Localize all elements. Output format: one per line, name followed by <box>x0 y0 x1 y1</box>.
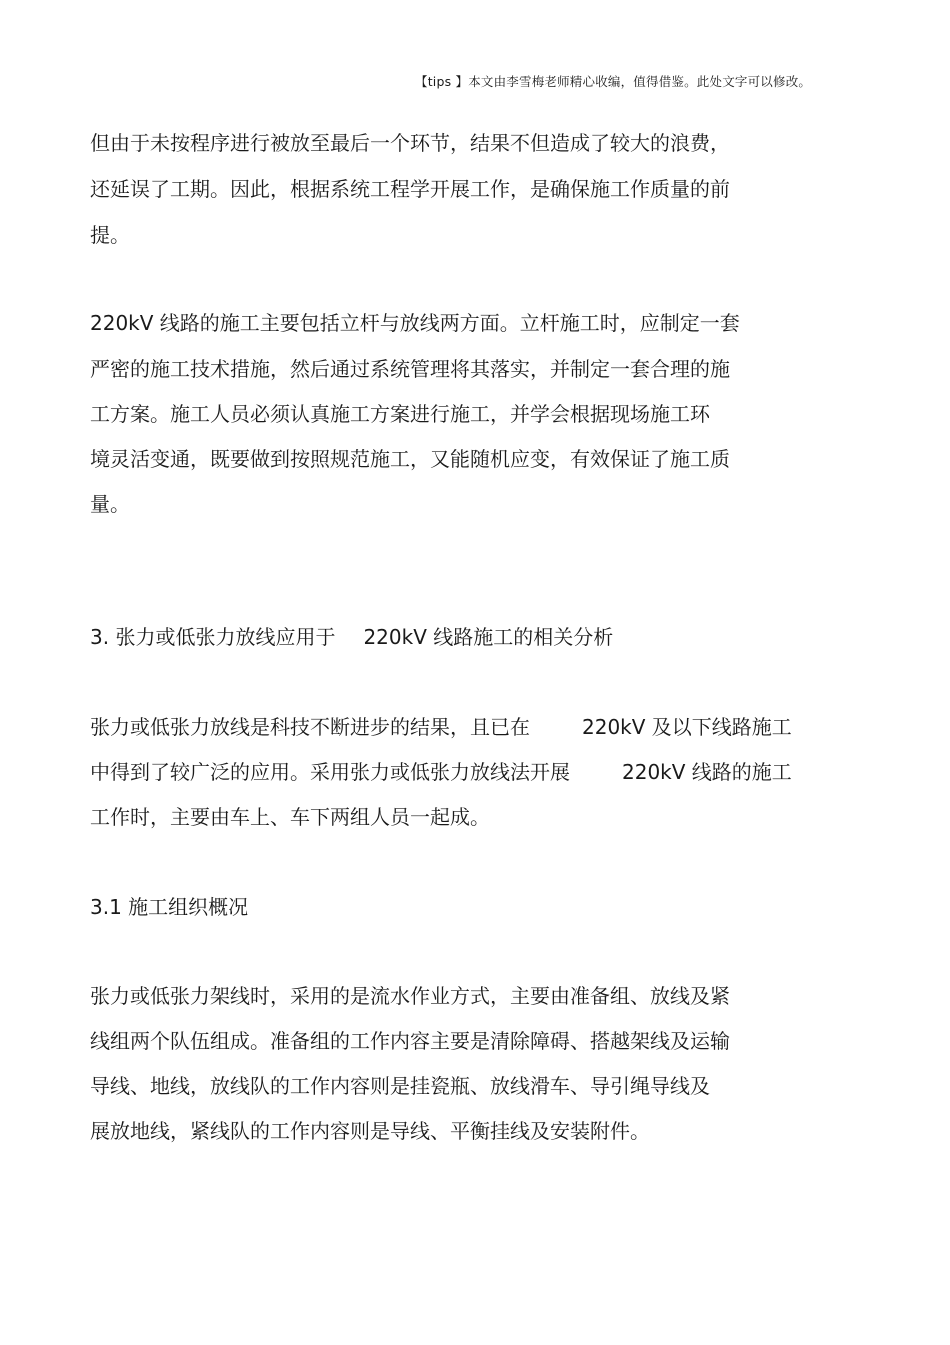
paragraph-line: 但由于未按程序进行被放至最后一个环节，结果不但造成了较大的浪费， <box>90 131 730 155</box>
paragraph-line: 导线、地线，放线队的工作内容则是挂瓷瓶、放线滑车、导引绳导线及 <box>90 1074 710 1098</box>
section-heading-part2: 220kV 线路施工的相关分析 <box>363 625 614 649</box>
paragraph-line: 工作时，主要由车上、车下两组人员一起成。 <box>90 805 490 829</box>
paragraph-line <box>90 759 792 785</box>
subsection-heading: 3.1 施工组织概况 <box>90 895 249 919</box>
tips-header: 【tips 】本文由李雪梅老师精心收编，值得借鉴。此处文字可以修改。 <box>415 74 812 89</box>
paragraph-line <box>90 714 792 740</box>
paragraph-line: 量。 <box>90 492 130 516</box>
paragraph-text: 220kV 及以下线路施工 <box>582 715 792 739</box>
paragraph-text: 中得到了较广泛的应用。采用张力或低张力放线法开展 <box>90 760 570 784</box>
paragraph-line: 展放地线，紧线队的工作内容则是导线、平衡挂线及安装附件。 <box>90 1119 650 1143</box>
paragraph-line: 严密的施工技术措施，然后通过系统管理将其落实，并制定一套合理的施 <box>90 357 730 381</box>
paragraph-text: 220kV 线路的施工 <box>622 760 792 784</box>
paragraph-line: 工方案。施工人员必须认真施工方案进行施工，并学会根据现场施工环 <box>90 402 710 426</box>
paragraph-line: 线组两个队伍组成。准备组的工作内容主要是清除障碍、搭越架线及运输 <box>90 1029 730 1053</box>
paragraph-text: 张力或低张力放线是科技不断进步的结果，且已在 <box>90 715 530 739</box>
section-heading-part1: 3. 张力或低张力放线应用于 <box>90 625 336 649</box>
paragraph-line: 境灵活变通，既要做到按照规范施工，又能随机应变，有效保证了施工质 <box>90 447 730 471</box>
paragraph-line: 220kV 线路的施工主要包括立杆与放线两方面。立杆施工时，应制定一套 <box>90 311 740 335</box>
paragraph-line: 还延误了工期。因此，根据系统工程学开展工作，是确保施工作质量的前 <box>90 177 730 201</box>
paragraph-line: 张力或低张力架线时，采用的是流水作业方式，主要由准备组、放线及紧 <box>90 984 730 1008</box>
paragraph-line: 提。 <box>90 223 130 247</box>
section-heading <box>90 624 613 650</box>
